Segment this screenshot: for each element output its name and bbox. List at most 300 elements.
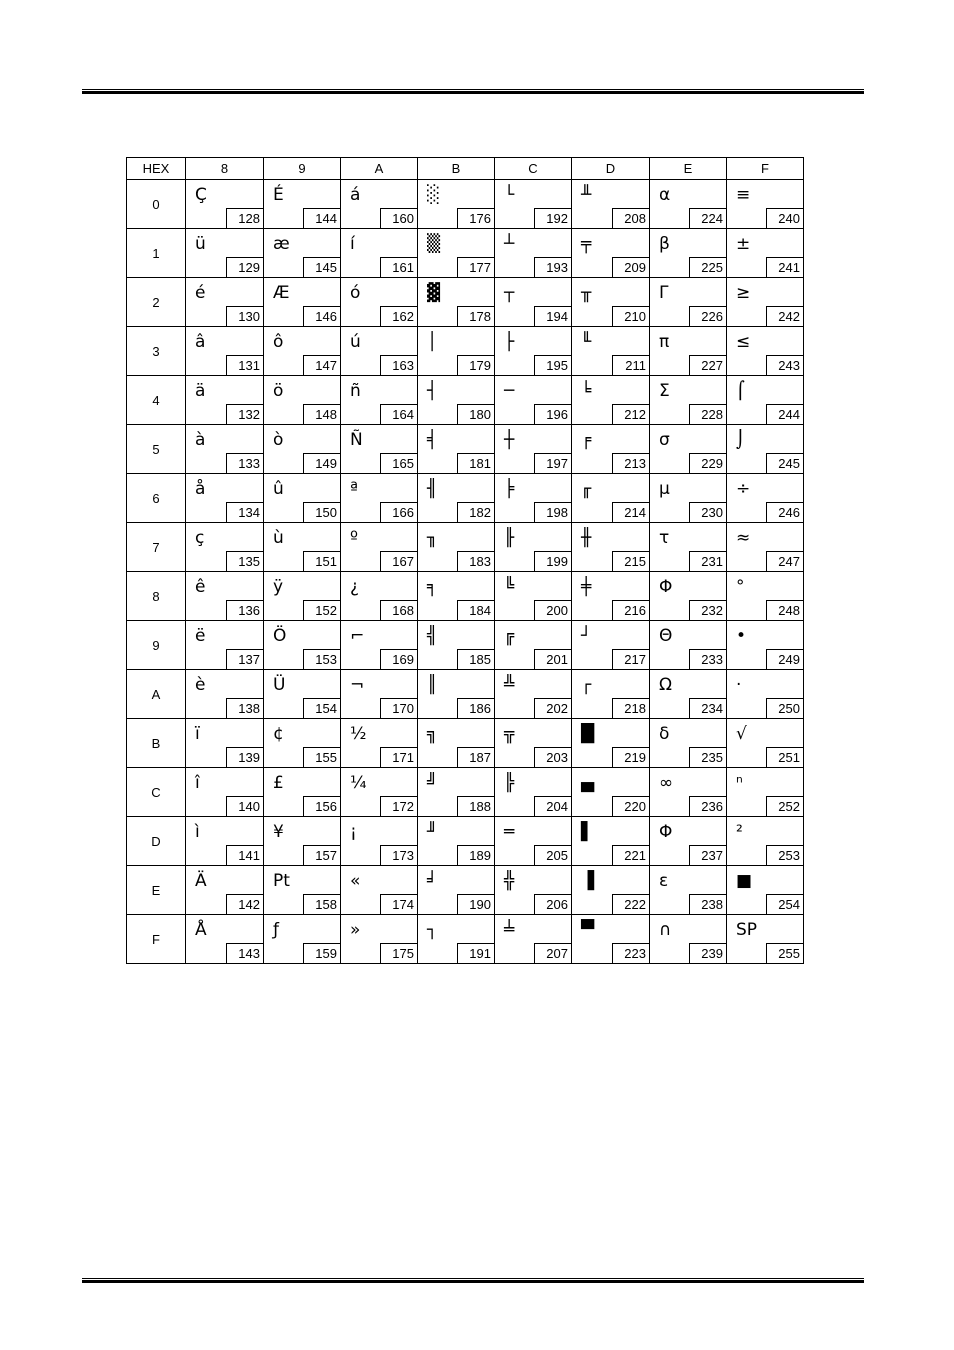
char-glyph: ò — [273, 430, 284, 450]
char-cell — [264, 474, 341, 523]
char-code: 172 — [380, 796, 418, 817]
char-cell — [341, 523, 418, 572]
char-glyph: ╟ — [504, 528, 515, 548]
char-glyph: Ä — [195, 871, 207, 891]
char-code: 143 — [226, 943, 264, 964]
char-code: 252 — [766, 796, 804, 817]
char-glyph: ¡ — [350, 822, 357, 842]
char-glyph: ⌡ — [736, 430, 745, 450]
char-code: 236 — [689, 796, 727, 817]
char-glyph: ç — [195, 528, 205, 548]
char-code: 199 — [534, 551, 572, 572]
char-code: 162 — [380, 306, 418, 327]
char-code: 133 — [226, 453, 264, 474]
char-cell — [650, 768, 727, 817]
char-cell — [572, 425, 650, 474]
char-code: 244 — [766, 404, 804, 425]
char-glyph: ╝ — [427, 773, 438, 793]
char-cell — [186, 278, 264, 327]
char-cell — [495, 670, 572, 719]
char-glyph: ╕ — [427, 577, 438, 597]
char-glyph: ½ — [350, 724, 367, 744]
char-cell — [186, 376, 264, 425]
char-cell — [341, 474, 418, 523]
char-glyph: å — [195, 479, 206, 499]
char-cell — [264, 719, 341, 768]
char-glyph: ë — [195, 626, 206, 646]
char-code: 224 — [689, 208, 727, 229]
char-code: 183 — [457, 551, 495, 572]
char-glyph: ║ — [427, 675, 438, 695]
table-row — [127, 180, 804, 229]
char-code: 234 — [689, 698, 727, 719]
char-glyph: ┌ — [581, 675, 592, 695]
char-cell — [727, 719, 804, 768]
char-glyph: ê — [195, 577, 206, 597]
char-code: 173 — [380, 845, 418, 866]
row-hex-label: 5 — [127, 425, 186, 474]
char-code: 193 — [534, 257, 572, 278]
char-code: 250 — [766, 698, 804, 719]
char-glyph: ε — [659, 871, 669, 891]
char-code: 249 — [766, 649, 804, 670]
char-code: 225 — [689, 257, 727, 278]
char-code: 175 — [380, 943, 418, 964]
char-code: 217 — [612, 649, 650, 670]
char-cell — [572, 768, 650, 817]
char-glyph: ▀ — [581, 920, 595, 940]
table-header-row — [127, 158, 804, 180]
char-code: 240 — [766, 208, 804, 229]
bottom-rule-thick-line — [82, 1280, 864, 1283]
char-code: 155 — [303, 747, 341, 768]
char-code: 203 — [534, 747, 572, 768]
char-code: 215 — [612, 551, 650, 572]
char-code: 212 — [612, 404, 650, 425]
char-code: 146 — [303, 306, 341, 327]
char-glyph: ═ — [504, 822, 515, 842]
char-cell — [341, 376, 418, 425]
char-cell — [572, 474, 650, 523]
char-cell — [495, 621, 572, 670]
char-cell — [495, 180, 572, 229]
char-glyph: Ñ — [350, 430, 363, 450]
char-cell — [418, 278, 495, 327]
char-glyph: º — [350, 528, 359, 548]
row-hex-label: 7 — [127, 523, 186, 572]
char-code: 190 — [457, 894, 495, 915]
char-code: 248 — [766, 600, 804, 621]
char-code: 145 — [303, 257, 341, 278]
char-glyph: δ — [659, 724, 670, 744]
char-code: 147 — [303, 355, 341, 376]
char-glyph: ÷ — [736, 479, 751, 499]
char-cell — [727, 180, 804, 229]
char-code: 206 — [534, 894, 572, 915]
char-cell — [418, 768, 495, 817]
char-glyph: æ — [273, 234, 290, 254]
char-code: 170 — [380, 698, 418, 719]
char-code: 209 — [612, 257, 650, 278]
char-cell — [572, 719, 650, 768]
char-code: 156 — [303, 796, 341, 817]
char-glyph: ╧ — [504, 920, 515, 940]
char-code: 149 — [303, 453, 341, 474]
char-cell — [495, 474, 572, 523]
row-hex-label: 3 — [127, 327, 186, 376]
table-row — [127, 425, 804, 474]
char-glyph: Ω — [659, 675, 672, 695]
char-code: 148 — [303, 404, 341, 425]
char-cell — [341, 719, 418, 768]
char-cell — [650, 621, 727, 670]
char-cell — [495, 915, 572, 964]
char-glyph: ¢ — [273, 724, 284, 744]
char-glyph: ┤ — [427, 381, 438, 401]
char-cell — [418, 817, 495, 866]
char-cell — [572, 327, 650, 376]
char-glyph: ⌠ — [736, 381, 745, 401]
char-code: 201 — [534, 649, 572, 670]
char-glyph: ╚ — [504, 577, 515, 597]
header-hex: HEX — [127, 158, 186, 180]
char-glyph: ≤ — [736, 332, 751, 352]
char-cell — [418, 915, 495, 964]
char-glyph: ╘ — [581, 381, 592, 401]
char-cell — [186, 670, 264, 719]
char-cell — [264, 915, 341, 964]
char-cell — [727, 817, 804, 866]
table-row — [127, 278, 804, 327]
char-code: 177 — [457, 257, 495, 278]
char-code: 168 — [380, 600, 418, 621]
char-glyph: ┼ — [504, 430, 515, 450]
char-code: 254 — [766, 894, 804, 915]
char-code: 160 — [380, 208, 418, 229]
char-cell — [650, 866, 727, 915]
char-cell — [727, 376, 804, 425]
char-code: 138 — [226, 698, 264, 719]
char-cell — [495, 866, 572, 915]
char-glyph: ≥ — [736, 283, 751, 303]
char-glyph: Å — [195, 920, 207, 940]
char-code: 235 — [689, 747, 727, 768]
char-cell — [418, 425, 495, 474]
char-code: 140 — [226, 796, 264, 817]
top-rule-thin-line — [82, 89, 864, 90]
char-cell — [341, 670, 418, 719]
char-glyph: ╫ — [581, 528, 592, 548]
table-row — [127, 229, 804, 278]
char-code: 151 — [303, 551, 341, 572]
char-glyph: î — [195, 773, 200, 793]
char-cell — [495, 327, 572, 376]
char-code: 134 — [226, 502, 264, 523]
char-glyph: ╩ — [504, 675, 515, 695]
char-code: 228 — [689, 404, 727, 425]
char-cell — [186, 572, 264, 621]
table-row — [127, 572, 804, 621]
char-glyph: ▐ — [581, 871, 595, 891]
char-code: 152 — [303, 600, 341, 621]
header-col-c: C — [495, 158, 572, 180]
char-code: 200 — [534, 600, 572, 621]
char-glyph: ¼ — [350, 773, 367, 793]
char-glyph: ² — [736, 822, 743, 842]
char-glyph: ô — [273, 332, 284, 352]
char-code: 191 — [457, 943, 495, 964]
char-glyph: Ö — [273, 626, 287, 646]
table-row — [127, 327, 804, 376]
char-code: 184 — [457, 600, 495, 621]
row-hex-label: F — [127, 915, 186, 964]
char-glyph: σ — [659, 430, 670, 450]
char-glyph: ¿ — [350, 577, 360, 597]
char-glyph: μ — [659, 479, 670, 499]
char-glyph: ÿ — [273, 577, 284, 597]
char-glyph: ╜ — [427, 822, 438, 842]
char-cell — [650, 474, 727, 523]
char-code: 178 — [457, 306, 495, 327]
row-hex-label: D — [127, 817, 186, 866]
char-glyph: ≡ — [736, 185, 751, 205]
char-cell — [650, 376, 727, 425]
char-glyph: á — [350, 185, 361, 205]
char-code: 229 — [689, 453, 727, 474]
char-cell — [650, 425, 727, 474]
char-code: 246 — [766, 502, 804, 523]
char-glyph: π — [659, 332, 670, 352]
char-glyph: Ç — [195, 185, 207, 205]
char-cell — [341, 425, 418, 474]
char-code: 176 — [457, 208, 495, 229]
char-code: 214 — [612, 502, 650, 523]
char-code: 169 — [380, 649, 418, 670]
row-hex-label: 9 — [127, 621, 186, 670]
char-glyph: ⌐ — [350, 626, 365, 646]
char-code: 194 — [534, 306, 572, 327]
char-code: 207 — [534, 943, 572, 964]
char-cell — [186, 523, 264, 572]
char-cell — [341, 817, 418, 866]
header-col-b: B — [418, 158, 495, 180]
char-code: 182 — [457, 502, 495, 523]
char-glyph: ╡ — [427, 430, 438, 450]
char-code: 181 — [457, 453, 495, 474]
char-code: 139 — [226, 747, 264, 768]
char-cell — [264, 768, 341, 817]
char-cell — [572, 621, 650, 670]
char-cell — [495, 229, 572, 278]
char-code: 241 — [766, 257, 804, 278]
char-code: 196 — [534, 404, 572, 425]
char-code: 218 — [612, 698, 650, 719]
char-code: 230 — [689, 502, 727, 523]
char-cell — [650, 523, 727, 572]
char-glyph: ╒ — [581, 430, 592, 450]
char-code: 187 — [457, 747, 495, 768]
char-glyph: √ — [736, 724, 747, 744]
char-glyph: α — [659, 185, 671, 205]
char-glyph: ï — [195, 724, 200, 744]
table-row — [127, 523, 804, 572]
char-cell — [186, 817, 264, 866]
char-code: 243 — [766, 355, 804, 376]
char-code: 227 — [689, 355, 727, 376]
char-glyph: ∩ — [659, 920, 672, 940]
char-cell — [727, 768, 804, 817]
char-cell — [418, 180, 495, 229]
row-hex-label: 6 — [127, 474, 186, 523]
table-row — [127, 915, 804, 964]
char-glyph: Γ — [659, 283, 669, 303]
char-cell — [186, 229, 264, 278]
char-code: 192 — [534, 208, 572, 229]
table-row — [127, 376, 804, 425]
char-glyph: ╪ — [581, 577, 592, 597]
char-cell — [186, 180, 264, 229]
char-cell — [341, 180, 418, 229]
table-row — [127, 817, 804, 866]
char-cell — [418, 229, 495, 278]
char-cell — [418, 866, 495, 915]
char-glyph: └ — [504, 185, 515, 205]
row-hex-label: E — [127, 866, 186, 915]
char-cell — [341, 327, 418, 376]
char-cell — [572, 229, 650, 278]
char-cell — [727, 915, 804, 964]
char-code: 253 — [766, 845, 804, 866]
table-row — [127, 670, 804, 719]
char-code: 166 — [380, 502, 418, 523]
char-code: 238 — [689, 894, 727, 915]
char-cell — [650, 180, 727, 229]
char-cell — [572, 180, 650, 229]
char-code: 142 — [226, 894, 264, 915]
char-cell — [418, 719, 495, 768]
char-glyph: SP — [736, 920, 758, 940]
char-code: 222 — [612, 894, 650, 915]
char-code: 150 — [303, 502, 341, 523]
char-glyph: ╛ — [427, 871, 438, 891]
char-glyph: ╦ — [504, 724, 515, 744]
char-glyph: ┘ — [581, 626, 592, 646]
char-cell — [341, 229, 418, 278]
char-glyph: ░ — [427, 185, 441, 205]
char-glyph: • — [736, 626, 747, 646]
char-code: 220 — [612, 796, 650, 817]
char-glyph: ∞ — [659, 773, 674, 793]
char-glyph: ╖ — [427, 528, 438, 548]
char-code: 221 — [612, 845, 650, 866]
row-hex-label: 2 — [127, 278, 186, 327]
char-code: 245 — [766, 453, 804, 474]
char-cell — [727, 474, 804, 523]
char-cell — [186, 866, 264, 915]
char-code: 163 — [380, 355, 418, 376]
char-code: 157 — [303, 845, 341, 866]
char-cell — [495, 278, 572, 327]
row-hex-label: B — [127, 719, 186, 768]
char-code: 213 — [612, 453, 650, 474]
char-code: 141 — [226, 845, 264, 866]
char-cell — [341, 278, 418, 327]
char-glyph: ╙ — [581, 332, 592, 352]
char-code: 161 — [380, 257, 418, 278]
table-row — [127, 768, 804, 817]
char-glyph: ╥ — [581, 283, 592, 303]
char-cell — [418, 523, 495, 572]
char-glyph: ± — [736, 234, 751, 254]
char-code: 208 — [612, 208, 650, 229]
char-cell — [650, 670, 727, 719]
char-cell — [572, 278, 650, 327]
char-cell — [727, 670, 804, 719]
char-glyph: Pt — [273, 871, 290, 891]
char-cell — [418, 670, 495, 719]
character-code-table — [126, 157, 804, 964]
char-glyph: ╢ — [427, 479, 438, 499]
header-col-d: D — [572, 158, 650, 180]
char-cell — [650, 572, 727, 621]
char-glyph: ¬ — [350, 675, 365, 695]
char-glyph: ú — [350, 332, 361, 352]
char-cell — [186, 621, 264, 670]
char-cell — [727, 425, 804, 474]
char-code: 239 — [689, 943, 727, 964]
char-code: 186 — [457, 698, 495, 719]
row-hex-label: 8 — [127, 572, 186, 621]
char-glyph: ╔ — [504, 626, 515, 646]
char-code: 159 — [303, 943, 341, 964]
char-glyph: β — [659, 234, 670, 254]
char-glyph: █ — [581, 724, 595, 744]
char-code: 135 — [226, 551, 264, 572]
char-code: 165 — [380, 453, 418, 474]
char-cell — [495, 817, 572, 866]
char-glyph: ╨ — [581, 185, 592, 205]
char-code: 219 — [612, 747, 650, 768]
char-glyph: ╓ — [581, 479, 592, 499]
char-glyph: Φ — [659, 822, 673, 842]
char-cell — [572, 572, 650, 621]
row-hex-label: C — [127, 768, 186, 817]
char-cell — [264, 817, 341, 866]
char-code: 242 — [766, 306, 804, 327]
char-cell — [727, 327, 804, 376]
char-glyph: è — [195, 675, 206, 695]
char-cell — [572, 523, 650, 572]
char-glyph: û — [273, 479, 284, 499]
char-glyph: ╠ — [504, 773, 515, 793]
char-cell — [572, 376, 650, 425]
char-cell — [186, 425, 264, 474]
char-cell — [727, 229, 804, 278]
char-code: 132 — [226, 404, 264, 425]
char-cell — [186, 915, 264, 964]
char-code: 247 — [766, 551, 804, 572]
char-cell — [572, 866, 650, 915]
char-cell — [418, 327, 495, 376]
char-code: 130 — [226, 306, 264, 327]
char-cell — [264, 376, 341, 425]
char-cell — [264, 621, 341, 670]
char-cell — [495, 376, 572, 425]
char-code: 131 — [226, 355, 264, 376]
char-code: 202 — [534, 698, 572, 719]
char-cell — [418, 621, 495, 670]
char-glyph: É — [273, 185, 284, 205]
